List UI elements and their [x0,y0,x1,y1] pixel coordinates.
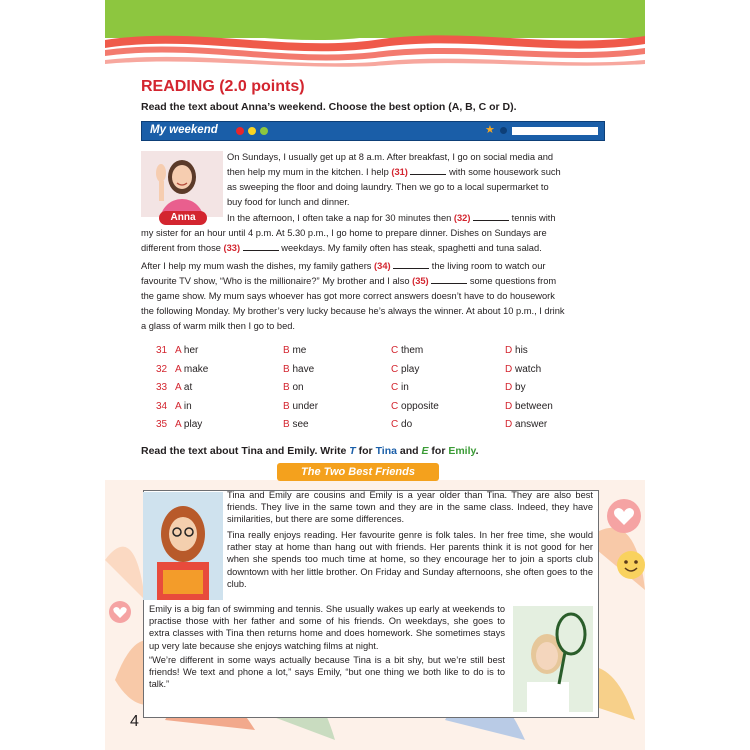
tina-photo [143,492,223,600]
smiley-icon [616,550,646,580]
question-row-32 [153,364,593,383]
question-row-34 [153,401,593,420]
paragraph-1: On Sundays, I usually get up at 8 a.m. After breakfast, I go on social media and then help my mum in the kitchen. I help (31) with some housework such as sweeping the floor and doing laundry. Then we go to a local supermarket to buy food for lunch and dinner. [227,152,561,207]
question-row-31 [153,345,593,364]
my-weekend-title: My weekend [150,124,218,136]
answer-blank-33[interactable] [243,241,279,251]
reading-instruction: Read the text about Anna’s weekend. Choose the best option (A, B, C or D). [141,101,517,113]
question-35-marker: (35) [412,276,429,286]
option-d[interactable]: D between [505,400,553,412]
option-a[interactable]: A make [175,363,209,375]
paragraph-3: After I help my mum wash the dishes, my family gathers (34) the living room to watch our favourite TV show, “Who is the millionaire?” My brother and I also (35) some questions from the game show. My mum says whoever has got more correct answers doesn’t have to do housework the following Monday. My brother’s very lucky because he’s always the winner. At about 10 p.m., I drink a glass of warm milk then I go to bed. [141,261,565,331]
question-33-marker: (33) [223,243,241,253]
anna-photo [141,151,223,217]
red-dot-icon [236,127,244,135]
option-d[interactable]: D watch [505,363,542,375]
paragraph-2-cont: my sister for an hour until 4 p.m. At 5.30 p.m., I go home to prepare dinner. Dishes on Sundays are different from those (33) weekdays. My family often has steak, spaghetti and tuna salad. [141,228,547,253]
option-b[interactable]: B see [283,419,309,430]
question-34-marker: (34) [374,261,391,271]
option-c[interactable]: C do [391,419,413,430]
option-b[interactable]: B on [283,382,304,393]
option-a[interactable]: A at [175,382,193,393]
option-a[interactable]: A in [175,400,192,412]
option-b[interactable]: B me [283,345,307,356]
story-paragraph-3: Emily is a big fan of swimming and tennis. She usually wakes up early at weekends to practise those with her father and some of his friends. On weekdays, she goes to extra classes with Tina then returns home and does homework. She sometimes stays up very late because she enjoys watching films at night. [149,604,505,651]
heart-small-icon [108,600,132,624]
option-c[interactable]: C play [391,363,420,375]
question-32-marker: (32) [453,213,471,223]
option-c[interactable]: C opposite [391,400,439,412]
option-c[interactable]: C in [391,382,409,393]
question-number: 35 [156,419,168,430]
option-d[interactable]: D his [505,345,528,356]
question-number: 32 [156,363,168,375]
paragraph-2: In the afternoon, I often take a nap for 30 minutes then (32) tennis with [227,213,556,223]
page-number: 4 [130,713,139,730]
heart-icon [606,498,642,534]
anna-name-tag: Anna [159,211,207,225]
option-d[interactable]: D answer [505,419,548,430]
story-paragraph-4: “We’re different in some ways actually because Tina is a bit shy, but we’re still best friends! We text and phone a lot,” says Emily, “but one thing we both like to do is to talk.” [149,655,505,690]
emily-photo [513,606,593,712]
question-number: 33 [156,382,168,393]
section2-instruction: Read the text about Tina and Emily. Write T for Tina and E for Emily. [141,445,479,457]
question-row-35 [153,419,593,438]
question-number: 34 [156,400,168,412]
green-dot-icon [260,127,268,135]
story-paragraph-1: Tina and Emily are cousins and Emily is a year older than Tina. They are also best friends. They live in the same town and they are in the same class. Indeed, they have similarities, but there are some differences. [227,490,593,525]
navy-dot-icon [500,127,507,134]
option-d[interactable]: D by [505,382,526,393]
option-a[interactable]: A play [175,419,203,430]
option-a[interactable]: A her [175,345,199,356]
two-best-friends-banner: The Two Best Friends [277,463,439,481]
decorative-wave-stripes [105,20,645,70]
star-icon: ★ [485,124,495,136]
my-weekend-bar [141,121,605,141]
answer-options [153,345,593,438]
option-c[interactable]: C them [391,345,424,356]
answer-blank-31[interactable] [410,165,446,175]
answer-blank-32[interactable] [473,211,509,221]
answer-blank-34[interactable] [393,259,429,269]
yellow-dot-icon [248,127,256,135]
story-paragraph-2: Tina really enjoys reading. Her favourite genre is folk tales. In her free time, she would rather stay at home than hang out with friends. Her parents think it is not good for her when she spends too much time at home, so they encourage her to join a sports club downtown with her little brother. On Friday and Sunday afternoons, she often goes to the club. [227,530,593,589]
question-number: 31 [156,345,168,356]
question-row-33 [153,382,593,401]
answer-blank-35[interactable] [431,274,467,284]
workbook-page [105,0,645,750]
option-b[interactable]: B under [283,400,319,412]
question-31-marker: (31) [391,167,408,177]
section-title: READING (2.0 points) [141,78,305,95]
white-line-decoration [512,127,598,135]
option-b[interactable]: B have [283,363,315,375]
